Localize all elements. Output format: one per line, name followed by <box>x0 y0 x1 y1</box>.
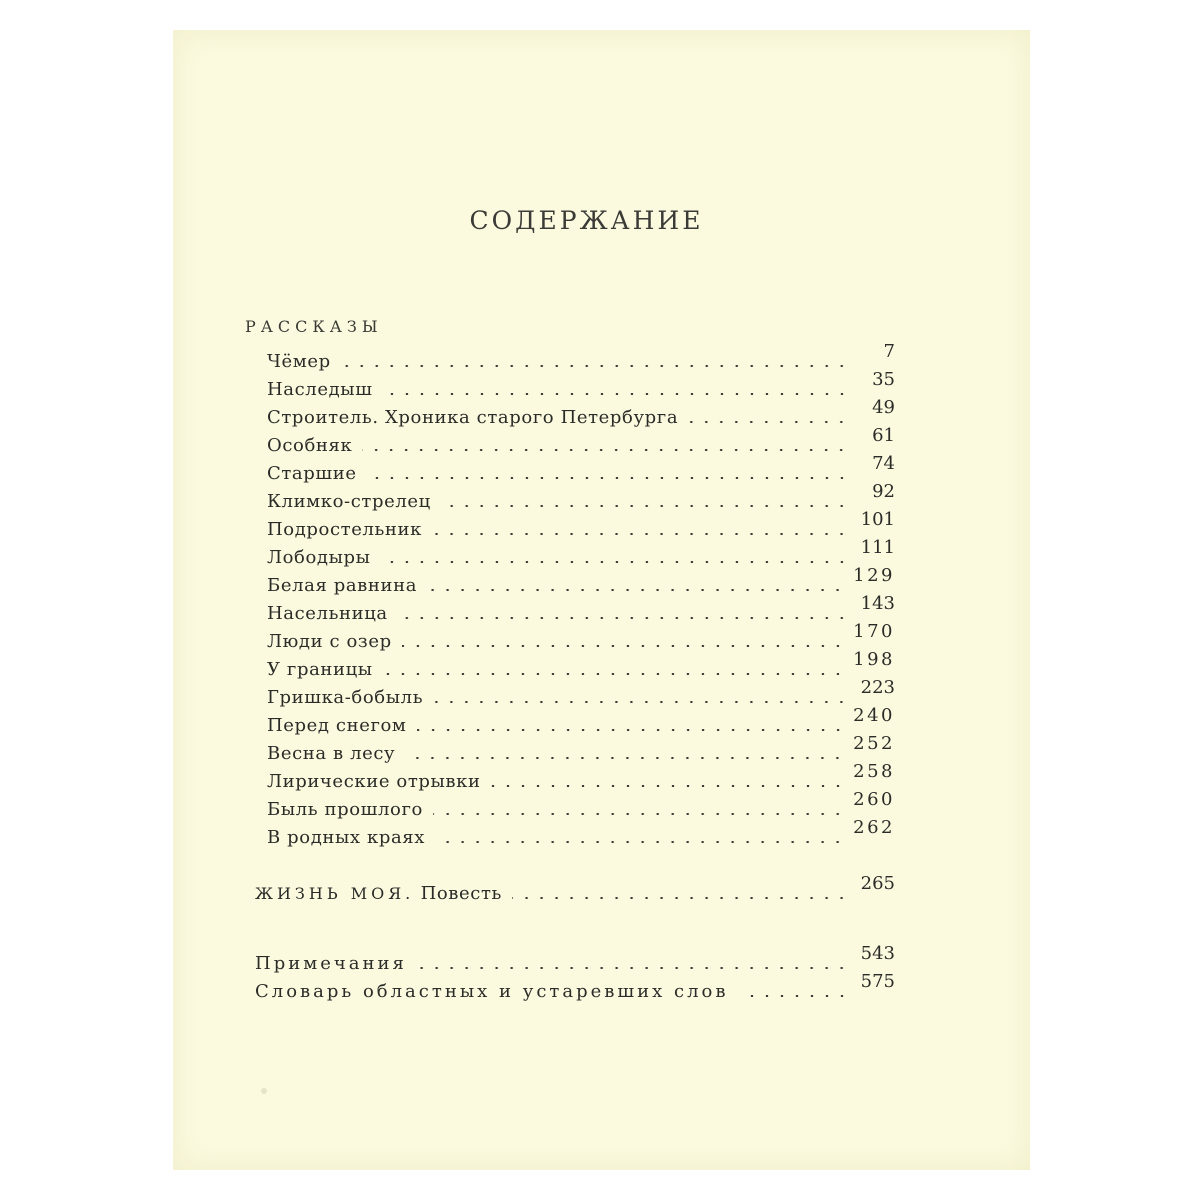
toc-entry-novella[interactable] <box>255 873 895 904</box>
toc-entry-page: 74 <box>872 453 895 474</box>
toc-entry-title: Перед снегом <box>267 715 417 736</box>
toc-entry-page: 575 <box>860 971 895 992</box>
dot-leader <box>688 421 849 423</box>
toc-entry[interactable] <box>267 369 895 400</box>
toc-entry-title: Словарь областных и устаревших слов <box>255 981 739 1002</box>
toc-entry-page: 223 <box>860 677 895 698</box>
toc-entry-page: 111 <box>860 537 895 558</box>
dot-leader <box>405 757 845 759</box>
toc-entry-title: Примечания <box>255 953 417 974</box>
toc-entry-title: Особняк <box>267 435 362 456</box>
dot-leader <box>427 589 845 591</box>
dot-leader <box>739 995 849 997</box>
toc-entry-page: 101 <box>860 509 895 530</box>
dot-leader <box>491 785 846 787</box>
page-title: СОДЕРЖАНИЕ <box>469 206 704 235</box>
toc-entry-title: Весна в лесу <box>267 743 405 764</box>
paper-spot <box>261 1088 267 1094</box>
toc-entry-page: 258 <box>853 761 895 782</box>
toc-entry[interactable] <box>267 537 895 568</box>
toc-entry-page: 143 <box>860 593 895 614</box>
toc-entry-title: Старшие <box>267 463 367 484</box>
appendix-section <box>255 943 895 1002</box>
toc-entry[interactable] <box>267 509 895 540</box>
toc-entry[interactable] <box>267 677 895 708</box>
toc-entry-glossary[interactable] <box>255 971 895 1002</box>
toc-entry-title <box>255 883 512 904</box>
toc-entry-page: 262 <box>853 817 895 838</box>
dot-leader <box>398 617 849 619</box>
toc-entry-notes[interactable] <box>255 943 895 974</box>
dot-leader <box>432 533 849 535</box>
section-heading-stories: РАССКАЗЫ <box>245 317 383 336</box>
toc-entry[interactable] <box>267 705 895 736</box>
toc-entry-title: Насельница <box>267 603 398 624</box>
dot-leader <box>433 701 849 703</box>
toc-entry-page: 170 <box>853 621 895 642</box>
toc-entry[interactable] <box>267 425 895 456</box>
toc-entry-title: У границы <box>267 659 383 680</box>
toc-entry-title: Чёмер <box>267 351 341 372</box>
toc-entry[interactable] <box>267 761 895 792</box>
toc-entry[interactable] <box>267 649 895 680</box>
dot-leader <box>381 561 849 563</box>
book-page <box>173 30 1030 1170</box>
toc-entry-page: 260 <box>853 789 895 810</box>
dot-leader <box>362 449 849 451</box>
toc-entry[interactable] <box>267 565 895 596</box>
dot-leader <box>441 505 849 507</box>
toc-entry-title: Люди с озер <box>267 631 402 652</box>
dot-leader <box>341 365 849 367</box>
toc-entry-title: Наследыш <box>267 379 383 400</box>
toc-entry[interactable] <box>267 453 895 484</box>
dot-leader <box>417 967 849 969</box>
novella-title: ЖИЗНЬ МОЯ. <box>255 884 415 903</box>
toc-entry-title: Подростельник <box>267 519 432 540</box>
toc-entry[interactable] <box>267 341 895 372</box>
dot-leader <box>417 729 846 731</box>
toc-entry-title: Гришка-бобыль <box>267 687 433 708</box>
toc-entry-page: 92 <box>872 481 895 502</box>
toc-entry[interactable] <box>267 481 895 512</box>
toc-entry-title: Климко-стрелец <box>267 491 441 512</box>
dot-leader <box>512 897 849 899</box>
toc-entry-page: 61 <box>872 425 895 446</box>
novella-subtitle: Повесть <box>420 883 502 904</box>
dot-leader <box>383 393 849 395</box>
toc-entry-page: 240 <box>853 705 895 726</box>
dot-leader <box>367 477 849 479</box>
toc-entry[interactable] <box>267 621 895 652</box>
toc-entry[interactable] <box>267 397 895 428</box>
toc-entry[interactable] <box>267 817 895 848</box>
toc-entry-page: 265 <box>860 873 895 894</box>
toc-entry-page: 198 <box>853 649 895 670</box>
toc-entry-page: 7 <box>883 341 895 362</box>
dot-leader <box>402 645 845 647</box>
toc-entry-title: Лирические отрывки <box>267 771 491 792</box>
dot-leader <box>435 841 845 843</box>
toc-entry-page: 543 <box>860 943 895 964</box>
toc-entry[interactable] <box>267 733 895 764</box>
toc-entry-title: Белая равнина <box>267 575 427 596</box>
toc-entry-title: Лободыры <box>267 547 381 568</box>
toc-entry-page: 252 <box>853 733 895 754</box>
toc-entry-page: 49 <box>872 397 895 418</box>
dot-leader <box>383 673 845 675</box>
toc-entry-page: 129 <box>853 565 895 586</box>
novella-section <box>255 873 895 904</box>
toc-entry-title: Быль прошлого <box>267 799 433 820</box>
toc-entry[interactable] <box>267 593 895 624</box>
toc-entry-title: Строитель. Хроника старого Петербурга <box>267 407 688 428</box>
toc-entry-title: В родных краях <box>267 827 435 848</box>
dot-leader <box>433 813 845 815</box>
stories-toc-list <box>267 341 895 848</box>
toc-entry[interactable] <box>267 789 895 820</box>
toc-entry-page: 35 <box>872 369 895 390</box>
